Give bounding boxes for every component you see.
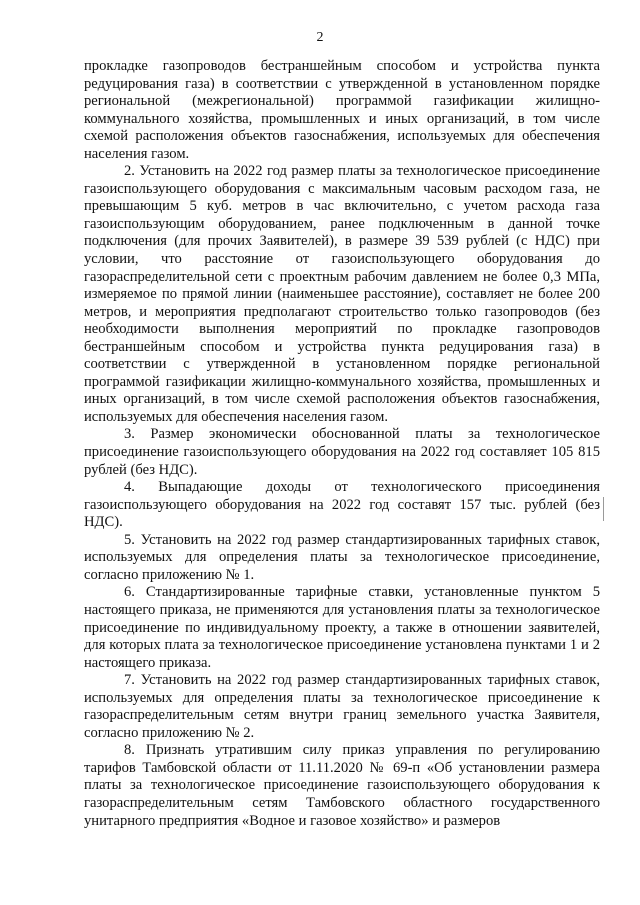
paragraph-item-7: 7. Установить на 2022 год размер стандартизированных тарифных ставок, используемых для определения платы за технологическое присоединение к газораспределительным сетям внутри границ земельного участка Заявителя, согласно приложению № 2.: [84, 672, 600, 741]
page-number: 2: [316, 30, 324, 45]
paragraph-item-6: 6. Стандартизированные тарифные ставки, установленные пунктом 5 настоящего приказа, не применяются для установления платы за технологическое присоединение по индивидуальному проекту, а также в отношении заявителей, для которых плата за технологическое присоединение установлена пунктами 1 и 2 настоящего приказа.: [84, 584, 600, 671]
paragraph-item-4: 4. Выпадающие доходы от технологического присоединения газоиспользующего оборудования на 2022 год составят 157 тыс. рублей (без НДС).: [84, 479, 600, 531]
margin-mark: [603, 497, 604, 521]
paragraph-item-8: 8. Признать утратившим силу приказ управления по регулированию тарифов Тамбовской области от 11.11.2020 № 69-п «Об установлении размера платы за технологическое присоединение газоиспользующего оборудования к газораспределительным сетям Тамбовского областного государственного унитарного предприятия «Водное и газовое хозяйство» и размеров: [84, 742, 600, 829]
paragraph-item-5: 5. Установить на 2022 год размер стандартизированных тарифных ставок, используемых для определения платы за технологическое присоединение, согласно приложению № 1.: [84, 531, 600, 583]
paragraph-continuation: прокладке газопроводов бестраншейным способом и устройства пункта редуцирования газа) в соответствии с утвержденной в установленном порядке региональной (межрегиональной) программой газификации жилищно-коммунального хозяйства, промышленных и иных организаций, в том числе схемой расположения объектов газоснабжения, используемых для обеспечения населения газом.: [84, 58, 600, 162]
paragraph-item-3: 3. Размер экономически обоснованной платы за технологическое присоединение газоиспользующего оборудования на 2022 год составляет 105 815 рублей (без НДС).: [84, 426, 600, 478]
document-body: [84, 58, 600, 830]
paragraph-item-2: 2. Установить на 2022 год размер платы за технологическое присоединение газоиспользующего оборудования с максимальным часовым расходом газа, не превышающим 5 куб. метров в час включительно, с учетом расхода газа газоиспользующим оборудованием, ранее подключенным в данной точке подключения (для прочих Заявителей), в размере 39 539 рублей (с НДС) при условии, что расстояние от газоиспользующего оборудования до газораспределительной сети с проектным рабочим давлением не более 0,3 МПа, измеряемое по прямой линии (наименьшее расстояние), составляет не более 200 метров, и мероприятия предполагают строительство только газопроводов (без необходимости выполнения мероприятий по прокладке газопроводов бестраншейным способом и устройства пункта редуцирования газа) в соответствии с утвержденной в установленном порядке региональной программой газификации жилищно-коммунального хозяйства, промышленных и иных организаций, в том числе схемой расположения объектов газоснабжения, используемых для обеспечения населения газом.: [84, 163, 600, 425]
